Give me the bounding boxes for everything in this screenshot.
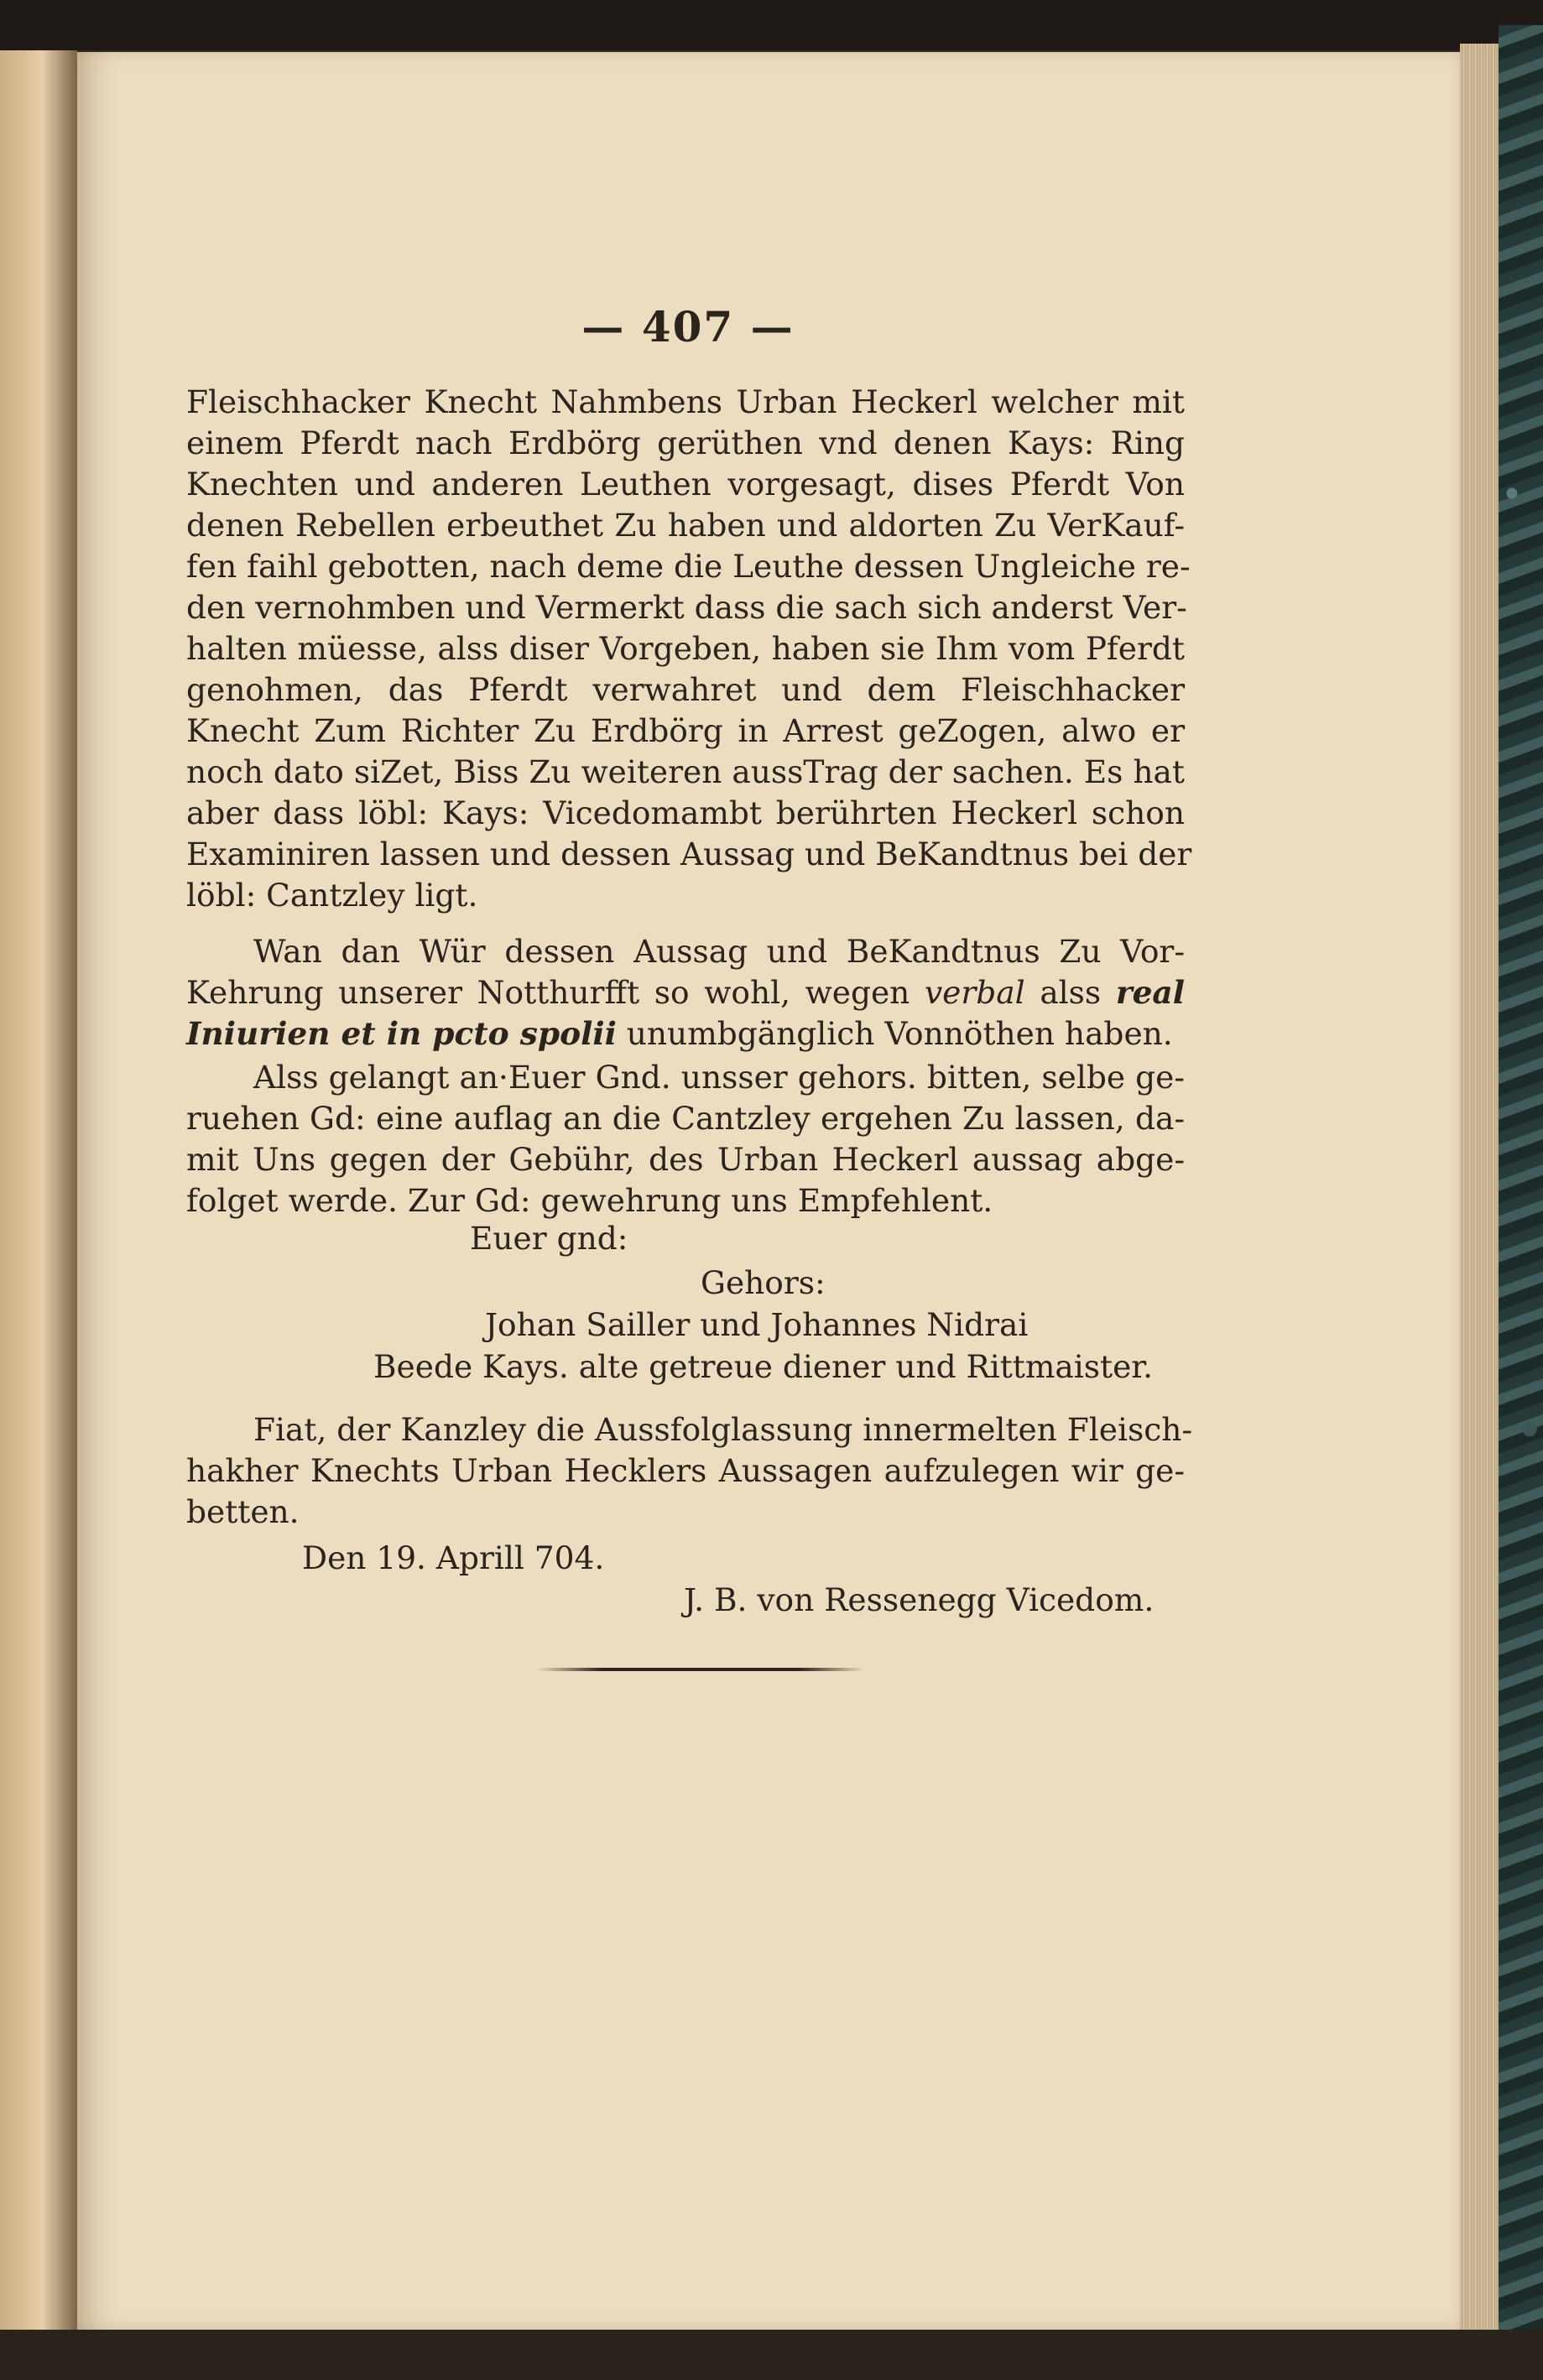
text-line [186, 1013, 1185, 1055]
text-line: ruehen Gd: eine auflag an die Cantzley ergehen Zu lassen, da- [186, 1100, 1185, 1137]
text-line: löbl: Cantzley ligt. [186, 877, 478, 914]
paragraph-3 [186, 1057, 1185, 1221]
text-line: betten. [186, 1493, 300, 1530]
facing-page-edge [0, 50, 77, 2332]
page-number: — 407 — [581, 302, 795, 352]
text-line: Wan dan Wür dessen Aussag und BeKandtnus Zu Vor- [253, 933, 1185, 970]
text-line: halten müesse, alss diser Vorgeben, haben sie Ihm vom Pferdt [186, 630, 1185, 667]
italic-verbal: verbal [924, 974, 1025, 1011]
closing-names: Johan Sailler und Johannes Nidrai [485, 1306, 1029, 1343]
italic-real: real [1115, 974, 1185, 1011]
text-line: folget werde. Zur Gd: gewehrung uns Empfehlent. [186, 1182, 993, 1219]
text-run: Kehrung unserer Notthurfft so wohl, wegen [186, 974, 925, 1011]
text-line: Knechten und anderen Leuthen vorgesagt, dises Pferdt Von [186, 466, 1185, 503]
text-line: noch dato siZet, Biss Zu weiteren aussTrag der sachen. Es hat [186, 753, 1185, 790]
text-line [186, 972, 1185, 1013]
text-line: denen Rebellen erbeuthet Zu haben und aldorten Zu VerKauf- [186, 507, 1185, 544]
text-line: mit Uns gegen der Gebühr, des Urban Heckerl aussag abge- [186, 1141, 1185, 1178]
text-line: einem Pferdt nach Erdbörg gerüthen vnd denen Kays: Ring [186, 424, 1185, 461]
paragraph-1 [186, 382, 1192, 916]
closing-role: Beede Kays. alte getreue diener und Rittmaister. [373, 1348, 1154, 1385]
text-line: Alss gelangt an·Euer Gnd. unsser gehors. bitten, selbe ge- [253, 1059, 1185, 1096]
text-run: alss [1024, 974, 1116, 1011]
text-line: hakher Knechts Urban Hecklers Aussagen aufzulegen wir ge- [186, 1452, 1185, 1489]
text-line: Fleischhacker Knecht Nahmbens Urban Heckerl welcher mit [186, 383, 1185, 420]
text-line: Examiniren lassen und dessen Aussag und BeKandtnus bei der [186, 836, 1192, 872]
page-edges [1460, 44, 1499, 2338]
paragraph-2 [186, 931, 1185, 1055]
closing-euer: Euer gnd: [470, 1220, 628, 1257]
end-rule [537, 1668, 864, 1671]
text-run: unumbgänglich Vonnöthen haben. [616, 1015, 1173, 1052]
text-line: aber dass löbl: Kays: Vicedomambt berührten Heckerl schon [186, 794, 1185, 831]
scan-background-top [0, 0, 1543, 50]
date-line: Den 19. Aprill 704. [302, 1539, 605, 1576]
marbled-cover [1499, 25, 1543, 2366]
italic-latin-phrase: Iniurien et in pcto spolii [186, 1015, 617, 1052]
text-line: Fiat, der Kanzley die Aussfolglassung innermelten Fleisch- [253, 1411, 1193, 1448]
fiat-note [186, 1409, 1193, 1533]
text-line: den vernohmben und Vermerkt dass die sach sich anderst Ver- [186, 589, 1187, 626]
signer-line: J. B. von Ressenegg Vicedom. [684, 1581, 1155, 1618]
scan-background-bottom [0, 2330, 1543, 2380]
text-line: fen faihl gebotten, nach deme die Leuthe dessen Ungleiche re- [186, 548, 1191, 585]
closing-gehors: Gehors: [701, 1264, 826, 1301]
text-line: Knecht Zum Richter Zu Erdbörg in Arrest geZogen, alwo er [186, 712, 1185, 749]
text-line: genohmen, das Pferdt verwahret und dem Fleischhacker [186, 671, 1185, 708]
